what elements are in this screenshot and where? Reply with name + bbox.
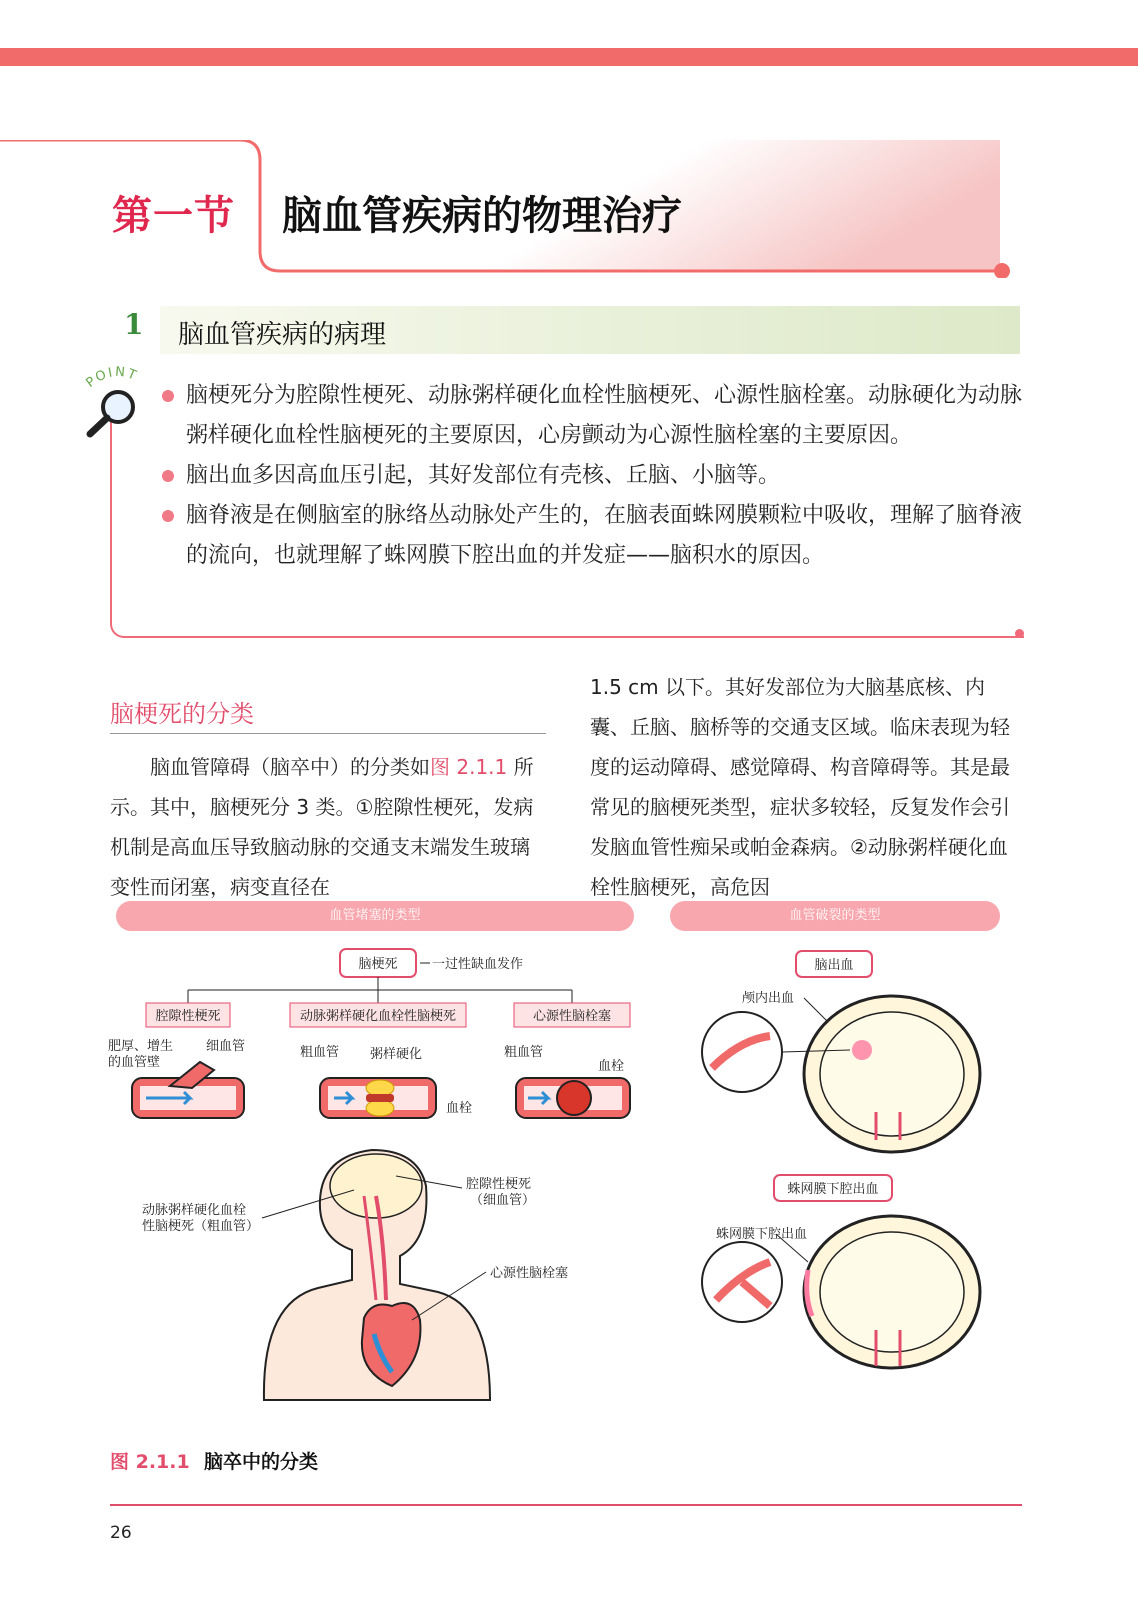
figure-caption-number: 图 2.1.1	[110, 1451, 190, 1473]
subsection-number: 1	[124, 308, 144, 341]
svg-text:血栓: 血栓	[598, 1059, 625, 1074]
svg-text:粗血管: 粗血管	[504, 1045, 544, 1060]
footer-rule	[110, 1504, 1022, 1506]
svg-text:性脑梗死（粗血管）: 性脑梗死（粗血管）	[142, 1219, 260, 1234]
svg-text:颅内出血: 颅内出血	[742, 991, 795, 1006]
point-item: 脑脊液是在侧脑室的脉络丛动脉处产生的，在脑表面蛛网膜颗粒中吸收，理解了脑脊液的流向，也就理解了蛛网膜下腔出血的并发症——脑积水的原因。	[162, 496, 1022, 576]
subsection-title: 脑血管疾病的病理	[178, 320, 387, 350]
svg-text:脑出血: 脑出血	[814, 958, 854, 973]
magnified-inset-hemorrhage	[702, 1012, 782, 1092]
thrombus	[366, 1094, 394, 1102]
chapter-title: 脑血管疾病的物理治疗	[282, 193, 682, 239]
point-item: 脑出血多因高血压引起，其好发部位有壳核、丘脑、小脑等。	[162, 456, 1022, 496]
type-label-cardioembolic: 心源性脑栓塞	[532, 1009, 612, 1024]
svg-text:细血管: 细血管	[206, 1039, 246, 1054]
atheroma-plaque	[366, 1080, 394, 1096]
brain-outline	[330, 1154, 422, 1218]
embolus	[557, 1081, 591, 1115]
point-icon-label: POINT	[83, 364, 140, 392]
rupture-types-header: 血管破裂的类型	[670, 901, 1000, 931]
svg-text:粗血管: 粗血管	[300, 1045, 340, 1060]
svg-text:（细血管）: （细血管）	[470, 1193, 536, 1208]
svg-text:蛛网膜下腔出血: 蛛网膜下腔出血	[787, 1182, 879, 1197]
section-heading: 脑梗死的分类	[110, 700, 254, 728]
body-text-left: 脑血管障碍（脑卒中）的分类如图 2.1.1 所示。其中，脑梗死分 3 类。①腔隙性梗死，发病机制是高血压导致脑动脉的交通支末端发生玻璃变性而闭塞，病变直径在	[110, 755, 534, 899]
infarct-label: 脑梗死	[358, 957, 398, 972]
svg-text:血栓: 血栓	[446, 1101, 473, 1116]
section-label: 第一节	[112, 192, 235, 239]
occlusion-types-header: 血管堵塞的类型	[116, 901, 634, 931]
svg-text:的血管壁: 的血管壁	[108, 1055, 161, 1070]
page-number: 26	[110, 1523, 132, 1543]
figure-reference-link[interactable]: 图 2.1.1	[430, 755, 508, 779]
bleed-spot	[852, 1040, 872, 1060]
figure-caption-text: 脑卒中的分类	[204, 1451, 319, 1473]
svg-text:动脉粥样硬化血栓: 动脉粥样硬化血栓	[142, 1203, 247, 1218]
type-label-lacunar: 腔隙性梗死	[155, 1009, 221, 1024]
tia-label: 一过性缺血发作	[432, 957, 524, 972]
svg-text:心源性脑栓塞: 心源性脑栓塞	[490, 1266, 569, 1281]
svg-text:腔隙性梗死: 腔隙性梗死	[466, 1177, 532, 1192]
svg-text:蛛网膜下腔出血: 蛛网膜下腔出血	[716, 1227, 808, 1242]
point-item: 脑梗死分为腔隙性梗死、动脉粥样硬化血栓性脑梗死、心源性脑栓塞。动脉硬化为动脉粥样硬化血栓性脑梗死的主要原因，心房颤动为心源性脑栓塞的主要原因。	[162, 376, 1022, 456]
svg-text:肥厚、增生: 肥厚、增生	[108, 1039, 174, 1054]
body-text-right: 1.5 cm 以下。其好发部位为大脑基底核、内囊、丘脑、脑桥等的交通支区域。临床表现为轻度的运动障碍、感觉障碍、构音障碍等。其是最常见的脑梗死类型，症状多较轻，反复发作会引发脑血管性痴呆或帕金森病。②动脉粥样硬化血栓性脑梗死，高危因	[590, 675, 1010, 899]
type-label-atherothrombotic: 动脉粥样硬化血栓性脑梗死	[299, 1009, 457, 1024]
svg-text:粥样硬化: 粥样硬化	[370, 1047, 423, 1062]
